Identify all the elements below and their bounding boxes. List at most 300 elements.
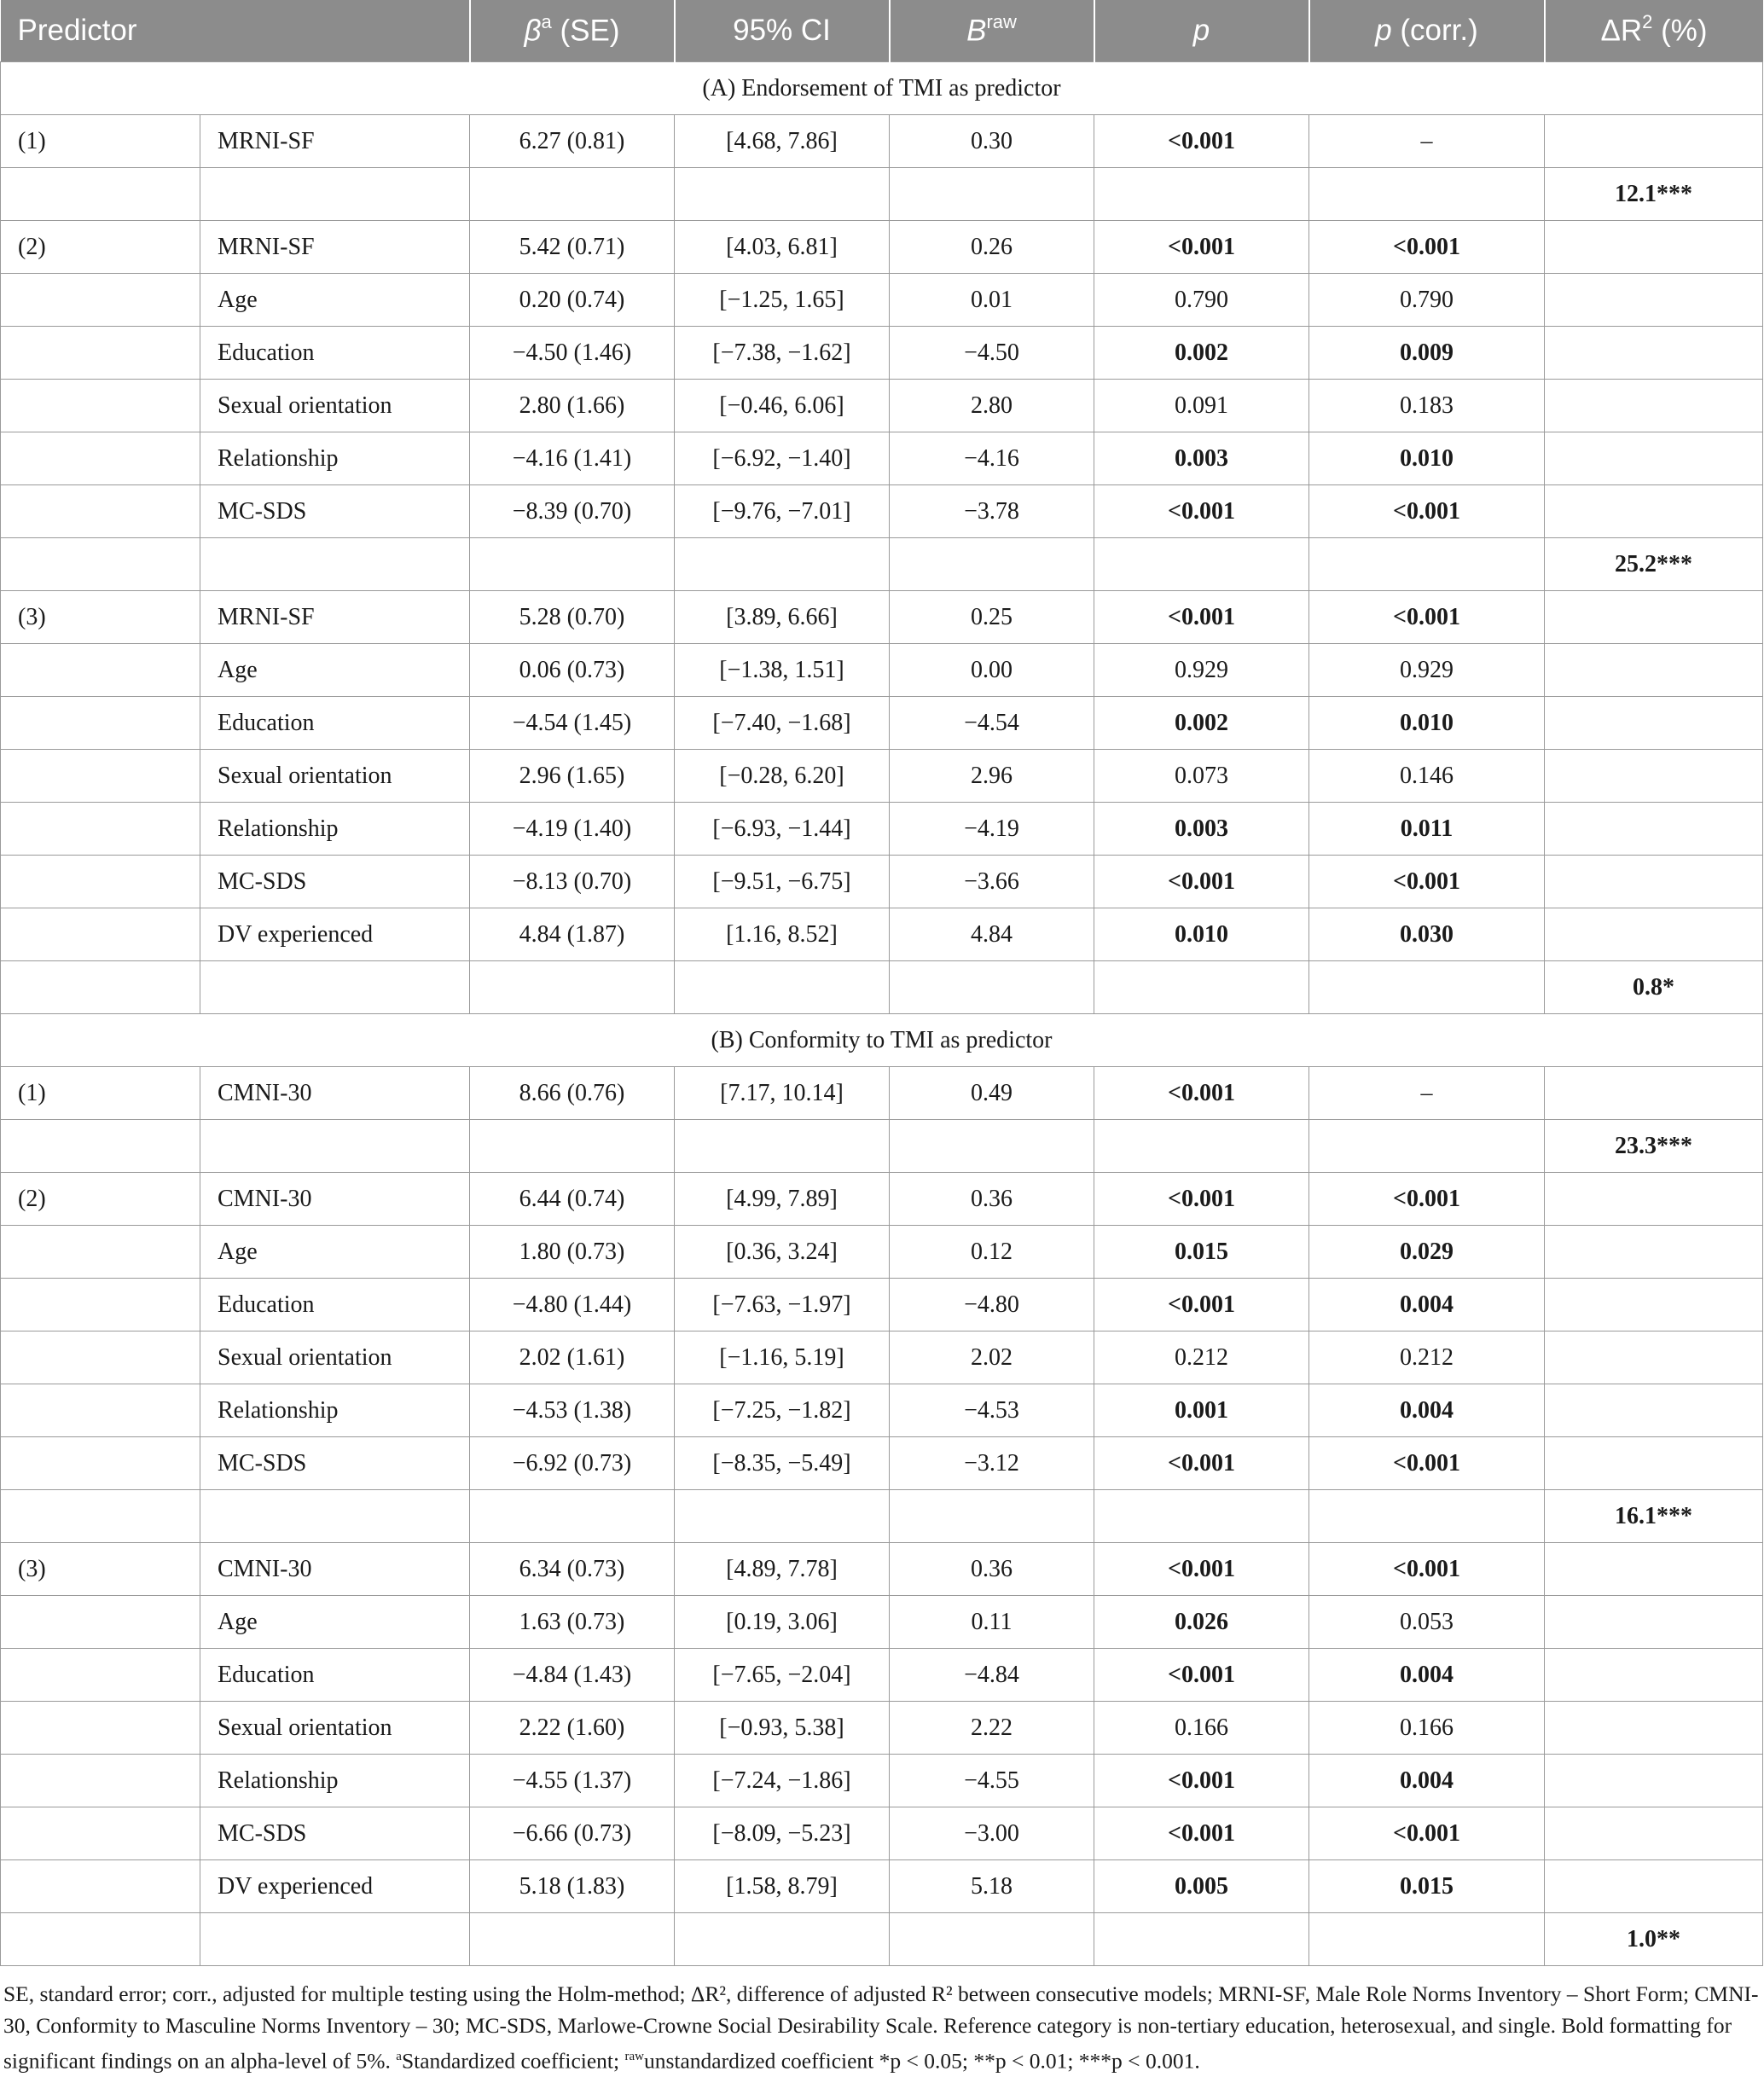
p-value-cell: <0.001 — [1094, 1437, 1309, 1490]
delta-r2-row — [1, 961, 1763, 1014]
delta-r2-empty — [1545, 1226, 1763, 1279]
empty-cell — [1309, 1120, 1545, 1173]
predictor-name: Education — [200, 1649, 470, 1702]
empty-cell — [1, 1913, 200, 1966]
braw-cell: −4.16 — [890, 432, 1094, 485]
empty-cell — [200, 168, 470, 221]
p-value-cell: <0.001 — [1094, 1279, 1309, 1331]
braw-cell: 2.80 — [890, 380, 1094, 432]
beta-se-cell: −4.16 (1.41) — [470, 432, 675, 485]
section-title: (A) Endorsement of TMI as predictor — [1, 62, 1763, 115]
table-row — [1, 1173, 1763, 1226]
predictor-name: DV experienced — [200, 908, 470, 961]
empty-cell — [890, 538, 1094, 591]
p-corr-cell: <0.001 — [1309, 1437, 1545, 1490]
table-row — [1, 644, 1763, 697]
table-row — [1, 1067, 1763, 1120]
model-number — [1, 644, 200, 697]
table-row — [1, 432, 1763, 485]
delta-r2-value: 12.1*** — [1545, 168, 1763, 221]
header-pcorr: p (corr.) — [1309, 0, 1545, 62]
header-p: p — [1094, 0, 1309, 62]
p-value-cell: <0.001 — [1094, 856, 1309, 908]
p-value-cell: 0.073 — [1094, 750, 1309, 803]
model-number — [1, 750, 200, 803]
empty-cell — [470, 1913, 675, 1966]
table-row — [1, 856, 1763, 908]
predictor-name: MC-SDS — [200, 1437, 470, 1490]
model-number — [1, 1649, 200, 1702]
p-value-cell: <0.001 — [1094, 591, 1309, 644]
predictor-name: Relationship — [200, 1755, 470, 1807]
empty-cell — [890, 1913, 1094, 1966]
table-row — [1, 908, 1763, 961]
p-corr-cell: 0.010 — [1309, 697, 1545, 750]
delta-r2-value: 0.8* — [1545, 961, 1763, 1014]
model-number: (1) — [1, 1067, 200, 1120]
header-ci: 95% CI — [675, 0, 890, 62]
ci-cell: [−6.93, −1.44] — [675, 803, 890, 856]
empty-cell — [1094, 538, 1309, 591]
braw-cell: 0.30 — [890, 115, 1094, 168]
predictor-name: MC-SDS — [200, 485, 470, 538]
p-value-cell: <0.001 — [1094, 485, 1309, 538]
delta-r2-empty — [1545, 274, 1763, 327]
ci-cell: [0.36, 3.24] — [675, 1226, 890, 1279]
delta-r2-empty — [1545, 803, 1763, 856]
predictor-name: CMNI-30 — [200, 1543, 470, 1596]
predictor-name: Education — [200, 327, 470, 380]
p-corr-cell: 0.183 — [1309, 380, 1545, 432]
p-value-cell: 0.002 — [1094, 697, 1309, 750]
delta-r2-empty — [1545, 697, 1763, 750]
beta-se-cell: 2.80 (1.66) — [470, 380, 675, 432]
p-value-cell: <0.001 — [1094, 1543, 1309, 1596]
model-number: (2) — [1, 1173, 200, 1226]
p-value-cell: 0.002 — [1094, 327, 1309, 380]
ci-cell: [−7.65, −2.04] — [675, 1649, 890, 1702]
table-row — [1, 1755, 1763, 1807]
delta-r2-empty — [1545, 485, 1763, 538]
beta-se-cell: 4.84 (1.87) — [470, 908, 675, 961]
ci-cell: [−1.25, 1.65] — [675, 274, 890, 327]
ci-cell: [−0.93, 5.38] — [675, 1702, 890, 1755]
predictor-name: Age — [200, 1226, 470, 1279]
header-braw: $B^{raw}$ — [890, 0, 1094, 62]
braw-cell: 0.49 — [890, 1067, 1094, 1120]
braw-cell: 2.22 — [890, 1702, 1094, 1755]
delta-r2-empty — [1545, 1649, 1763, 1702]
empty-cell — [890, 1490, 1094, 1543]
model-number: (1) — [1, 115, 200, 168]
table-row — [1, 485, 1763, 538]
table-row — [1, 1331, 1763, 1384]
p-corr-cell: 0.015 — [1309, 1860, 1545, 1913]
model-number — [1, 908, 200, 961]
braw-cell: 0.25 — [890, 591, 1094, 644]
predictor-name: Age — [200, 1596, 470, 1649]
section-title: (B) Conformity to TMI as predictor — [1, 1014, 1763, 1067]
braw-cell: 0.36 — [890, 1173, 1094, 1226]
beta-se-cell: 0.20 (0.74) — [470, 274, 675, 327]
predictor-name: CMNI-30 — [200, 1067, 470, 1120]
ci-cell: [−9.51, −6.75] — [675, 856, 890, 908]
model-number — [1, 803, 200, 856]
predictor-name: Sexual orientation — [200, 750, 470, 803]
ci-cell: [1.16, 8.52] — [675, 908, 890, 961]
braw-cell: 2.02 — [890, 1331, 1094, 1384]
p-value-cell: <0.001 — [1094, 1649, 1309, 1702]
predictor-name: Age — [200, 274, 470, 327]
table-row — [1, 1860, 1763, 1913]
model-number — [1, 1860, 200, 1913]
delta-r2-row — [1, 1120, 1763, 1173]
empty-cell — [470, 1120, 675, 1173]
predictor-name: Education — [200, 697, 470, 750]
empty-cell — [200, 1490, 470, 1543]
ci-cell: [−7.38, −1.62] — [675, 327, 890, 380]
p-value-cell: 0.212 — [1094, 1331, 1309, 1384]
model-number: (2) — [1, 221, 200, 274]
beta-se-cell: −4.53 (1.38) — [470, 1384, 675, 1437]
ci-cell: [−1.38, 1.51] — [675, 644, 890, 697]
model-number — [1, 1807, 200, 1860]
header-delta-r2: $\Delta R^2$ (%) — [1545, 0, 1763, 62]
beta-se-cell: 8.66 (0.76) — [470, 1067, 675, 1120]
delta-r2-empty — [1545, 856, 1763, 908]
braw-cell: 0.11 — [890, 1596, 1094, 1649]
table-row — [1, 1543, 1763, 1596]
table-row — [1, 1807, 1763, 1860]
model-number — [1, 485, 200, 538]
delta-r2-empty — [1545, 1173, 1763, 1226]
empty-cell — [200, 961, 470, 1014]
delta-r2-empty — [1545, 1543, 1763, 1596]
p-corr-cell: 0.004 — [1309, 1384, 1545, 1437]
table-row — [1, 327, 1763, 380]
table-row — [1, 1596, 1763, 1649]
model-number — [1, 1437, 200, 1490]
delta-r2-row — [1, 1913, 1763, 1966]
delta-r2-value: 1.0** — [1545, 1913, 1763, 1966]
ci-cell: [3.89, 6.66] — [675, 591, 890, 644]
p-corr-cell: 0.004 — [1309, 1649, 1545, 1702]
ci-cell: [7.17, 10.14] — [675, 1067, 890, 1120]
model-number — [1, 697, 200, 750]
p-corr-cell: 0.146 — [1309, 750, 1545, 803]
model-number — [1, 1702, 200, 1755]
empty-cell — [1094, 1490, 1309, 1543]
empty-cell — [1309, 1913, 1545, 1966]
beta-se-cell: 5.42 (0.71) — [470, 221, 675, 274]
table-row — [1, 803, 1763, 856]
empty-cell — [1, 168, 200, 221]
table-row — [1, 750, 1763, 803]
ci-cell: [−0.46, 6.06] — [675, 380, 890, 432]
p-value-cell: 0.026 — [1094, 1596, 1309, 1649]
table-row — [1, 1437, 1763, 1490]
p-corr-cell: 0.053 — [1309, 1596, 1545, 1649]
table-row — [1, 115, 1763, 168]
beta-se-cell: 0.06 (0.73) — [470, 644, 675, 697]
p-value-cell: 0.015 — [1094, 1226, 1309, 1279]
table-row — [1, 1649, 1763, 1702]
predictor-name: CMNI-30 — [200, 1173, 470, 1226]
p-corr-cell: <0.001 — [1309, 485, 1545, 538]
p-value-cell: 0.790 — [1094, 274, 1309, 327]
p-corr-cell: – — [1309, 1067, 1545, 1120]
empty-cell — [1094, 1913, 1309, 1966]
ci-cell: [1.58, 8.79] — [675, 1860, 890, 1913]
braw-cell: 0.01 — [890, 274, 1094, 327]
empty-cell — [1, 961, 200, 1014]
table-row — [1, 380, 1763, 432]
beta-se-cell: 6.34 (0.73) — [470, 1543, 675, 1596]
delta-r2-value: 16.1*** — [1545, 1490, 1763, 1543]
beta-se-cell: −6.66 (0.73) — [470, 1807, 675, 1860]
braw-cell: 2.96 — [890, 750, 1094, 803]
ci-cell: [−8.09, −5.23] — [675, 1807, 890, 1860]
predictor-name: DV experienced — [200, 1860, 470, 1913]
predictor-name: Education — [200, 1279, 470, 1331]
braw-cell: −4.19 — [890, 803, 1094, 856]
p-corr-cell: 0.790 — [1309, 274, 1545, 327]
delta-r2-empty — [1545, 1596, 1763, 1649]
ci-cell: [−6.92, −1.40] — [675, 432, 890, 485]
table-row — [1, 274, 1763, 327]
delta-r2-empty — [1545, 432, 1763, 485]
table-row — [1, 591, 1763, 644]
delta-r2-empty — [1545, 1331, 1763, 1384]
beta-se-cell: −6.92 (0.73) — [470, 1437, 675, 1490]
beta-se-cell: −4.84 (1.43) — [470, 1649, 675, 1702]
model-number: (3) — [1, 591, 200, 644]
delta-r2-empty — [1545, 380, 1763, 432]
braw-cell: −4.80 — [890, 1279, 1094, 1331]
p-value-cell: 0.003 — [1094, 432, 1309, 485]
p-value-cell: <0.001 — [1094, 221, 1309, 274]
empty-cell — [675, 538, 890, 591]
delta-r2-empty — [1545, 1384, 1763, 1437]
delta-r2-empty — [1545, 644, 1763, 697]
delta-r2-empty — [1545, 1702, 1763, 1755]
p-corr-cell: <0.001 — [1309, 1173, 1545, 1226]
braw-cell: 0.26 — [890, 221, 1094, 274]
header-row — [1, 0, 1763, 62]
p-value-cell: <0.001 — [1094, 1807, 1309, 1860]
model-number — [1, 1384, 200, 1437]
delta-r2-empty — [1545, 1437, 1763, 1490]
p-corr-cell: <0.001 — [1309, 591, 1545, 644]
section-header-row — [1, 62, 1763, 115]
predictor-name: Age — [200, 644, 470, 697]
beta-se-cell: −4.19 (1.40) — [470, 803, 675, 856]
p-corr-cell: 0.010 — [1309, 432, 1545, 485]
ci-cell: [4.68, 7.86] — [675, 115, 890, 168]
model-number — [1, 1279, 200, 1331]
ci-cell: [−9.76, −7.01] — [675, 485, 890, 538]
model-number — [1, 274, 200, 327]
beta-se-cell: 5.18 (1.83) — [470, 1860, 675, 1913]
beta-se-cell: 2.96 (1.65) — [470, 750, 675, 803]
empty-cell — [890, 168, 1094, 221]
empty-cell — [470, 168, 675, 221]
p-value-cell: 0.001 — [1094, 1384, 1309, 1437]
delta-r2-row — [1, 168, 1763, 221]
empty-cell — [675, 1490, 890, 1543]
empty-cell — [470, 538, 675, 591]
p-corr-cell: 0.004 — [1309, 1279, 1545, 1331]
ci-cell: [4.99, 7.89] — [675, 1173, 890, 1226]
p-corr-cell: – — [1309, 115, 1545, 168]
header-predictor: Predictor — [1, 0, 470, 62]
empty-cell — [200, 538, 470, 591]
ci-cell: [−7.63, −1.97] — [675, 1279, 890, 1331]
p-value-cell: <0.001 — [1094, 115, 1309, 168]
ci-cell: [−8.35, −5.49] — [675, 1437, 890, 1490]
delta-r2-empty — [1545, 750, 1763, 803]
ci-cell: [−7.25, −1.82] — [675, 1384, 890, 1437]
section-header-row — [1, 1014, 1763, 1067]
empty-cell — [1094, 961, 1309, 1014]
p-corr-cell: 0.030 — [1309, 908, 1545, 961]
p-corr-cell: <0.001 — [1309, 1807, 1545, 1860]
empty-cell — [1309, 1490, 1545, 1543]
predictor-name: Relationship — [200, 432, 470, 485]
beta-se-cell: 6.44 (0.74) — [470, 1173, 675, 1226]
p-corr-cell: 0.029 — [1309, 1226, 1545, 1279]
delta-r2-empty — [1545, 115, 1763, 168]
beta-se-cell: 1.63 (0.73) — [470, 1596, 675, 1649]
model-number — [1, 1226, 200, 1279]
p-value-cell: 0.091 — [1094, 380, 1309, 432]
p-value-cell: 0.003 — [1094, 803, 1309, 856]
table-footnote: SE, standard error; corr., adjusted for multiple testing using the Holm-method; ΔR², difference of adjusted R² between consecutive models; MRNI-SF, Male Role Norms Inventory – Short Form; CMNI-30, Conformity to Masculine Norms Inventory – 30; MC-SDS, Marlowe-Crowne Social Desirability Scale. Reference category is non-tertiary education, heterosexual, and single. Bold formatting for significant findings on an alpha-level of 5%. $^a$Standardized coefficient; $^{raw}$unstandardized coefficient *p < 0.05; **p < 0.01; ***p < 0.001. — [3, 1981, 1759, 2074]
model-number — [1, 380, 200, 432]
predictor-name: Sexual orientation — [200, 1702, 470, 1755]
braw-cell: −3.78 — [890, 485, 1094, 538]
empty-cell — [1309, 168, 1545, 221]
ci-cell: [0.19, 3.06] — [675, 1596, 890, 1649]
model-number — [1, 432, 200, 485]
table-row — [1, 221, 1763, 274]
braw-cell: 5.18 — [890, 1860, 1094, 1913]
predictor-name: Sexual orientation — [200, 1331, 470, 1384]
delta-r2-empty — [1545, 327, 1763, 380]
empty-cell — [1094, 168, 1309, 221]
delta-r2-row — [1, 1490, 1763, 1543]
beta-se-cell: 1.80 (0.73) — [470, 1226, 675, 1279]
empty-cell — [1094, 1120, 1309, 1173]
beta-se-cell: −4.80 (1.44) — [470, 1279, 675, 1331]
table-row — [1, 1226, 1763, 1279]
model-number — [1, 327, 200, 380]
braw-cell: −4.53 — [890, 1384, 1094, 1437]
braw-cell: −4.54 — [890, 697, 1094, 750]
predictor-name: Relationship — [200, 1384, 470, 1437]
table-row — [1, 1384, 1763, 1437]
beta-se-cell: −4.50 (1.46) — [470, 327, 675, 380]
p-corr-cell: 0.011 — [1309, 803, 1545, 856]
empty-cell — [1, 1120, 200, 1173]
table-row — [1, 697, 1763, 750]
braw-cell: 0.00 — [890, 644, 1094, 697]
ci-cell: [4.89, 7.78] — [675, 1543, 890, 1596]
p-value-cell: <0.001 — [1094, 1067, 1309, 1120]
empty-cell — [1, 538, 200, 591]
p-corr-cell: 0.009 — [1309, 327, 1545, 380]
empty-cell — [890, 1120, 1094, 1173]
beta-se-cell: −4.54 (1.45) — [470, 697, 675, 750]
p-value-cell: <0.001 — [1094, 1755, 1309, 1807]
delta-r2-row — [1, 538, 1763, 591]
braw-cell: 4.84 — [890, 908, 1094, 961]
model-number — [1, 1331, 200, 1384]
beta-se-cell: −4.55 (1.37) — [470, 1755, 675, 1807]
table-row — [1, 1279, 1763, 1331]
braw-cell: −4.84 — [890, 1649, 1094, 1702]
model-number — [1, 856, 200, 908]
empty-cell — [675, 961, 890, 1014]
p-corr-cell: 0.004 — [1309, 1755, 1545, 1807]
beta-se-cell: 2.22 (1.60) — [470, 1702, 675, 1755]
delta-r2-empty — [1545, 1807, 1763, 1860]
model-number — [1, 1596, 200, 1649]
p-corr-cell: 0.929 — [1309, 644, 1545, 697]
empty-cell — [675, 168, 890, 221]
predictor-name: Relationship — [200, 803, 470, 856]
delta-r2-empty — [1545, 591, 1763, 644]
beta-se-cell: 6.27 (0.81) — [470, 115, 675, 168]
header-beta: $\beta^a$ (SE) — [470, 0, 675, 62]
ci-cell: [−0.28, 6.20] — [675, 750, 890, 803]
empty-cell — [200, 1913, 470, 1966]
empty-cell — [890, 961, 1094, 1014]
empty-cell — [1, 1490, 200, 1543]
delta-r2-empty — [1545, 1279, 1763, 1331]
p-value-cell: <0.001 — [1094, 1173, 1309, 1226]
table-row — [1, 1702, 1763, 1755]
predictor-name: MC-SDS — [200, 1807, 470, 1860]
delta-r2-value: 25.2*** — [1545, 538, 1763, 591]
empty-cell — [470, 961, 675, 1014]
beta-se-cell: 2.02 (1.61) — [470, 1331, 675, 1384]
beta-se-cell: 5.28 (0.70) — [470, 591, 675, 644]
braw-cell: −4.50 — [890, 327, 1094, 380]
model-number: (3) — [1, 1543, 200, 1596]
p-corr-cell: <0.001 — [1309, 856, 1545, 908]
beta-se-cell: −8.13 (0.70) — [470, 856, 675, 908]
predictor-name: Sexual orientation — [200, 380, 470, 432]
braw-cell: −3.66 — [890, 856, 1094, 908]
delta-r2-empty — [1545, 1755, 1763, 1807]
braw-cell: −3.12 — [890, 1437, 1094, 1490]
delta-r2-value: 23.3*** — [1545, 1120, 1763, 1173]
empty-cell — [1309, 538, 1545, 591]
table-body — [1, 62, 1763, 1966]
p-value-cell: 0.005 — [1094, 1860, 1309, 1913]
predictor-name: MRNI-SF — [200, 591, 470, 644]
ci-cell: [−7.40, −1.68] — [675, 697, 890, 750]
p-value-cell: 0.929 — [1094, 644, 1309, 697]
empty-cell — [470, 1490, 675, 1543]
empty-cell — [675, 1913, 890, 1966]
braw-cell: 0.12 — [890, 1226, 1094, 1279]
p-corr-cell: 0.166 — [1309, 1702, 1545, 1755]
predictor-name: MRNI-SF — [200, 221, 470, 274]
empty-cell — [675, 1120, 890, 1173]
table-header — [1, 0, 1763, 62]
